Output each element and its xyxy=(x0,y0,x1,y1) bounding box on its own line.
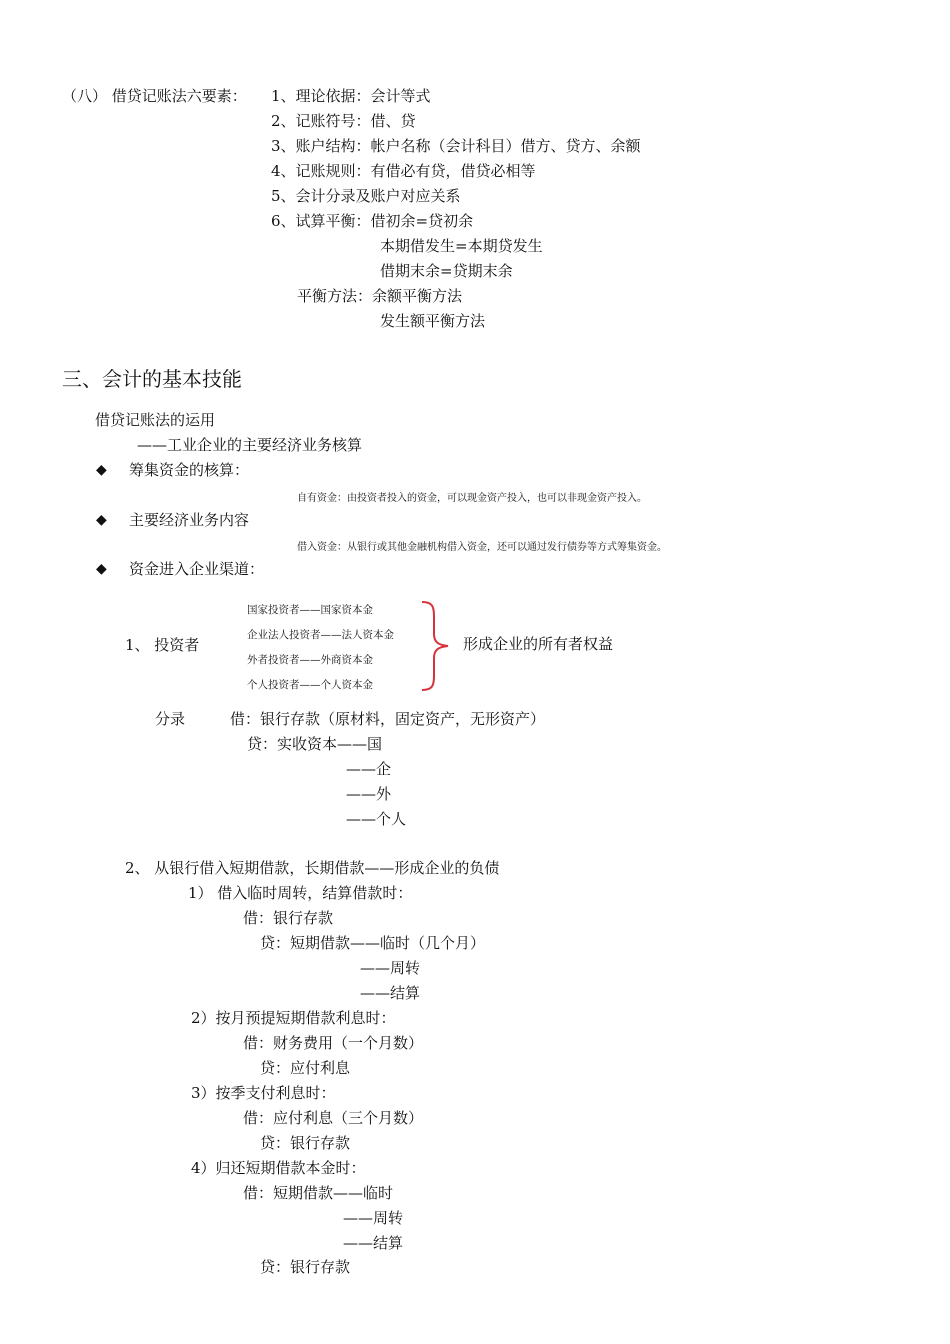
loan-step-4-title: 4）归还短期借款本金时： xyxy=(191,1159,366,1177)
section3-subtitle: 借贷记账法的运用 xyxy=(95,411,216,429)
section8-item-3: 3、账户结构：帐户名称（会计科目）借方、贷方、余额 xyxy=(271,137,641,155)
entry-credit-sub: ——企 xyxy=(346,760,392,778)
entry-credit: 贷：实收资本——国 xyxy=(247,735,383,753)
investor-type-foreign: 外者投资者——外商资本金 xyxy=(247,654,373,666)
entry-credit-sub: ——个人 xyxy=(346,810,407,828)
section8-item-4: 4、记账规则：有借必有贷，借贷必相等 xyxy=(271,162,536,180)
bullet-funding: 筹集资金的核算： xyxy=(129,461,250,479)
loan-step-1-sub: ——结算 xyxy=(360,984,421,1002)
section3-subtitle-2: ——工业企业的主要经济业务核算 xyxy=(137,436,363,454)
entry-credit-sub: ——外 xyxy=(346,785,392,803)
section8-item-6: 6、试算平衡：借初余=贷初余 xyxy=(271,212,474,230)
loan-step-1-title: 1） 借入临时周转，结算借款时： xyxy=(188,884,413,902)
section8-item-1: 1、理论依据：会计等式 xyxy=(271,87,431,105)
section3-title: 三、会计的基本技能 xyxy=(62,367,242,391)
loan-step-2-credit: 贷：应付利息 xyxy=(260,1059,351,1077)
investors-result: 形成企业的所有者权益 xyxy=(463,635,614,653)
loan-step-3-title: 3）按季支付利息时： xyxy=(191,1084,336,1102)
investors-label: 1、 投资者 xyxy=(125,636,200,654)
loan-step-2-title: 2）按月预提短期借款利息时： xyxy=(191,1009,396,1027)
loan-step-1-debit: 借：银行存款 xyxy=(243,909,334,927)
investor-type-state: 国家投资者——国家资本金 xyxy=(247,604,373,616)
loan-step-1-credit: 贷：短期借款——临时（几个月） xyxy=(260,934,486,952)
entry-debit: 借：银行存款（原材料，固定资产，无形资产） xyxy=(230,710,546,728)
section8-item-5: 5、会计分录及账户对应关系 xyxy=(271,187,461,205)
loans-heading: 2、 从银行借入短期借款，长期借款——形成企业的负债 xyxy=(125,859,500,877)
right-curly-brace-icon xyxy=(418,600,454,692)
loan-step-3-debit: 借：应付利息（三个月数） xyxy=(243,1109,424,1127)
loan-step-4-credit: 贷：银行存款 xyxy=(260,1258,351,1276)
section8-heading: （八） 借贷记账法六要素： xyxy=(62,87,247,105)
loan-step-4-sub: ——周转 xyxy=(343,1209,404,1227)
loan-step-3-credit: 贷：银行存款 xyxy=(260,1134,351,1152)
trial-line-2: 借期末余=贷期末余 xyxy=(380,262,513,280)
diamond-bullet-icon: ◆ xyxy=(96,561,107,577)
diamond-bullet-icon: ◆ xyxy=(96,462,107,478)
bullet-channels: 资金进入企业渠道： xyxy=(129,560,265,578)
trial-line-1: 本期借发生=本期贷发生 xyxy=(380,237,543,255)
loan-step-4-sub: ——结算 xyxy=(343,1234,404,1252)
investor-type-individual: 个人投资者——个人资本金 xyxy=(247,679,373,691)
note-own-funds: 自有资金：由投资者投入的资金，可以现金资产投入，也可以非现金资产投入。 xyxy=(297,493,647,504)
bullet-business: 主要经济业务内容 xyxy=(129,511,250,529)
section8-item-2: 2、记账符号：借、贷 xyxy=(271,112,416,130)
loan-step-2-debit: 借：财务费用（一个月数） xyxy=(243,1034,424,1052)
entry-label: 分录 xyxy=(155,710,186,728)
diamond-bullet-icon: ◆ xyxy=(96,512,107,528)
loan-step-4-debit: 借：短期借款——临时 xyxy=(243,1184,394,1202)
investor-type-legal: 企业法人投资者——法人资本金 xyxy=(247,629,394,641)
loan-step-1-sub: ——周转 xyxy=(360,959,421,977)
balance-method-line-2: 发生额平衡方法 xyxy=(380,312,486,330)
balance-method-label: 平衡方法：余额平衡方法 xyxy=(297,287,463,305)
note-borrowed-funds: 借入资金：从银行或其他金融机构借入资金，还可以通过发行债券等方式筹集资金。 xyxy=(297,542,667,553)
